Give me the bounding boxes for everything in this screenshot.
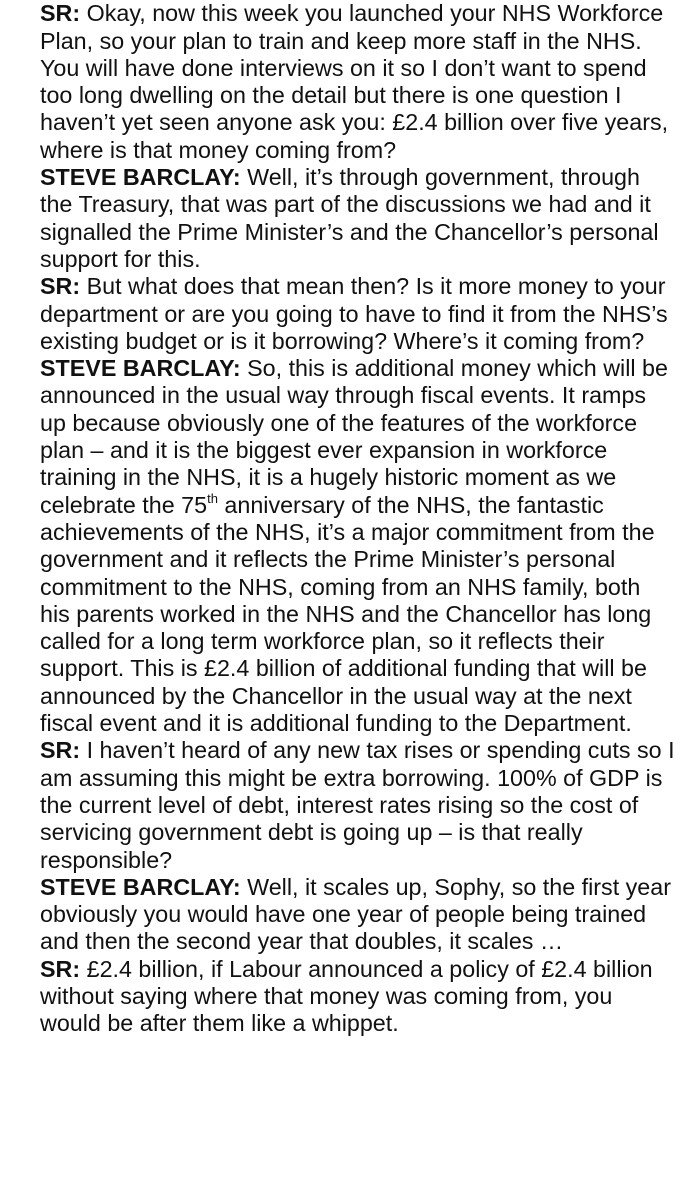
speaker-label: SR: bbox=[40, 955, 81, 982]
turn-text-continued: anniversary of the NHS, the fantastic achievements of the NHS, it’s a major commitment from the government and it reflects the Prime Minister’s personal commitment to the NHS, coming from an NHS family, both his parents worked in the NHS and the Chancellor has long called for a long term workforce plan, so it reflects their support. This is £2.4 billion of additional funding that will be announced by the Chancellor in the usual way at the next fiscal event and it is additional funding to the Department. bbox=[40, 491, 655, 737]
speaker-label: STEVE BARCLAY: bbox=[40, 164, 241, 191]
transcript-turn bbox=[40, 737, 676, 873]
speaker-label: SR: bbox=[40, 0, 81, 27]
turn-text: I haven’t heard of any new tax rises or spending cuts so I am assuming this might be extra borrowing. 100% of GDP is the current level of debt, interest rates rising so the cost of servicing government debt is going up – is that really responsible? bbox=[40, 737, 675, 873]
speaker-label: STEVE BARCLAY: bbox=[40, 355, 241, 382]
transcript-turn bbox=[40, 273, 676, 355]
transcript-turn bbox=[40, 874, 676, 956]
turn-text: So, this is additional money which will be announced in the usual way through fiscal events. It ramps up because obviously one of the features of the workforce plan – and it is the biggest ever expansion in workforce training in the NHS, it is a hugely historic moment as we celebrate the 75 bbox=[40, 355, 668, 518]
speaker-label: SR: bbox=[40, 273, 81, 300]
speaker-label: STEVE BARCLAY: bbox=[40, 873, 241, 900]
turn-text: Well, it’s through government, through the Treasury, that was part of the discussions we had and it signalled the Prime Minister’s and the Chancellor’s personal support for this. bbox=[40, 164, 659, 272]
transcript-turn bbox=[40, 0, 676, 164]
transcript-turn bbox=[40, 164, 676, 273]
turn-text: Well, it scales up, Sophy, so the first year obviously you would have one year of people being trained and then the second year that doubles, it scales … bbox=[40, 873, 671, 955]
ordinal-superscript: th bbox=[207, 490, 218, 506]
transcript-turn bbox=[40, 956, 676, 1038]
turn-text: Okay, now this week you launched your NHS Workforce Plan, so your plan to train and keep more staff in the NHS. You will have done interviews on it so I don’t want to spend too long dwelling on the detail but there is one question I haven’t yet seen anyone ask you: £2.4 billion over five years, where is that money coming from? bbox=[40, 0, 669, 163]
turn-text: £2.4 billion, if Labour announced a policy of £2.4 billion without saying where that money was coming from, you would be after them like a whippet. bbox=[40, 955, 653, 1037]
turn-text: But what does that mean then? Is it more money to your department or are you going to have to find it from the NHS’s existing budget or is it borrowing? Where’s it coming from? bbox=[40, 273, 668, 354]
transcript-turn bbox=[40, 355, 676, 737]
speaker-label: SR: bbox=[40, 737, 81, 764]
